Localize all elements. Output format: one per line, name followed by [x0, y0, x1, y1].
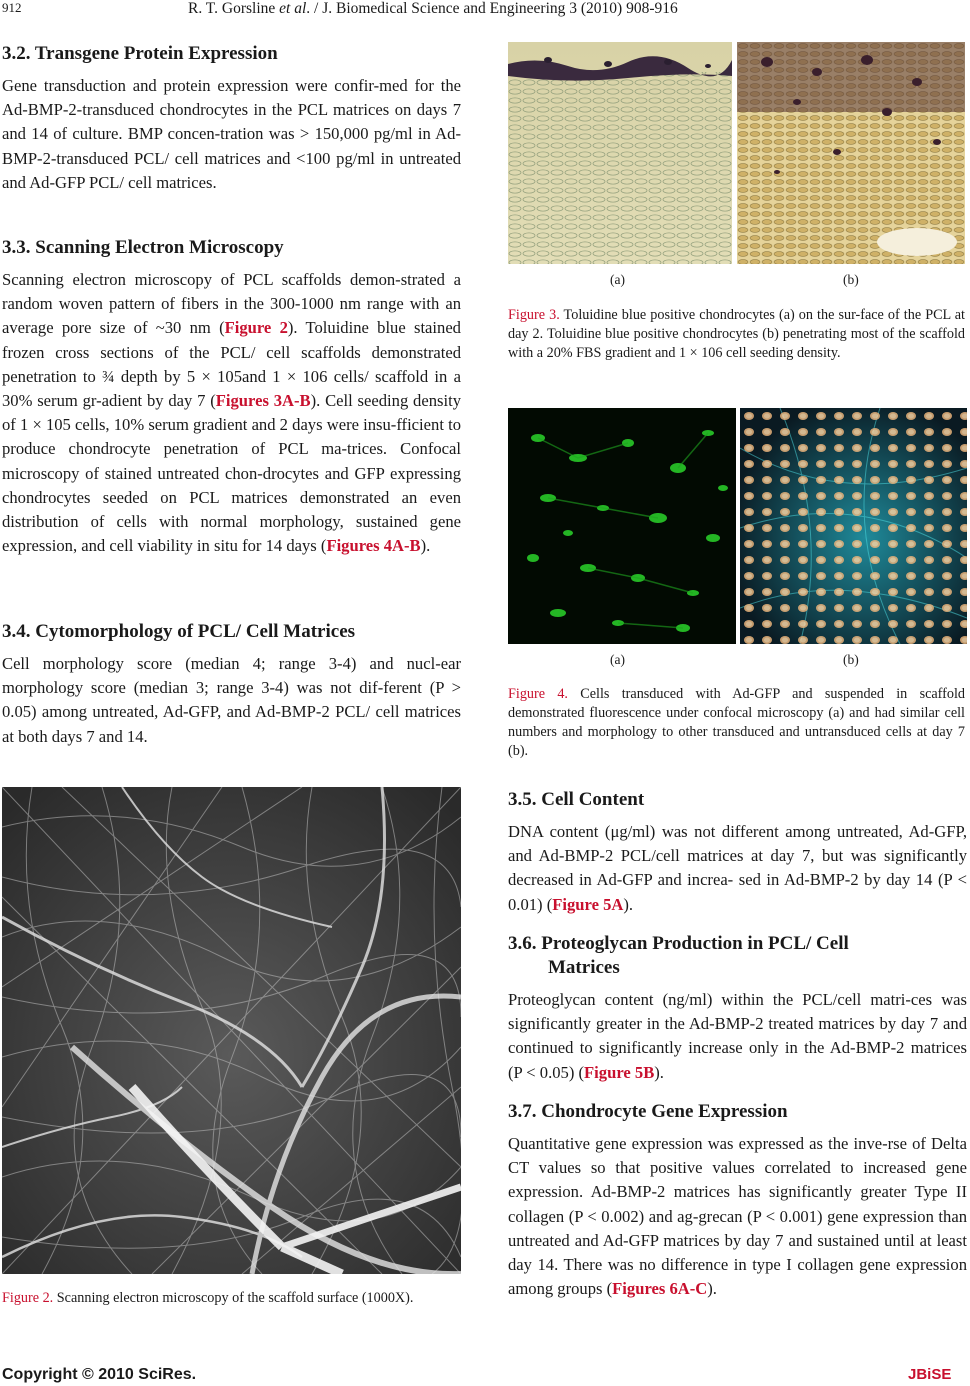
section-3-2 — [2, 42, 461, 195]
figures-3a-b-ref-link[interactable]: Figures 3A-B — [215, 391, 311, 411]
text-run: Proteoglycan content (ng/ml) within the PCL/cell matri-ces was significantly greater in the Ad-BMP-2 treated matrices by day 7 and continued to significantly increase only in the Ad-BMP-2 matrices (P < 0.05) ( — [508, 990, 967, 1082]
figure-4b-image — [740, 408, 967, 644]
figure-2-sem-image — [2, 787, 461, 1274]
section-3-5 — [508, 788, 967, 917]
text-run: Quantitative gene expression was expressed as the inve-rse of Delta CT values so that positive values correlated to increased gene expression. Ad-BMP-2 matrices has significantly greater Type II collagen (P < 0.002) and ag-grecan (P < 0.001) gene expression than untreated and Ad-GFP matrices by day 7 and sustained until at least day 14. There was no difference in type I collagen gene expression among groups ( — [508, 1134, 967, 1299]
figure-2-caption — [2, 1289, 461, 1308]
section-3-4-text: Cell morphology score (median 4; range 3-4) and nucl-ear morphology score (median 3; range 3-4) was not dif-ferent (P > 0.05) among untreated, Ad-GFP, and Ad-BMP-2 PCL/ cell matrices at both days 7 and 14. — [2, 654, 461, 746]
toluidine-blue-surface-texture — [508, 42, 732, 264]
section-3-5-text — [508, 820, 967, 917]
figure-4-caption — [508, 685, 965, 761]
figure-3a-sublabel: (a) — [610, 272, 625, 287]
section-3-3 — [2, 236, 461, 558]
figures-6a-c-ref-link[interactable]: Figures 6A-C — [612, 1279, 708, 1299]
figure-2-label: Figure 2. — [2, 1290, 54, 1306]
figure-3-label: Figure 3. — [508, 307, 560, 323]
header-journal: . / J. Biomedical Science and Engineering 3 (2010) 908-916 — [306, 0, 678, 17]
figure-3-caption — [508, 306, 965, 363]
figure-4a-image — [508, 408, 736, 644]
section-3-7-text — [508, 1132, 967, 1301]
page-number: 912 — [2, 0, 22, 15]
figure-3a-image — [508, 42, 732, 264]
figure-5b-ref-link[interactable]: Figure 5B — [584, 1062, 655, 1082]
confocal-stained-texture — [740, 408, 967, 644]
section-3-4-title: 3.4. Cytomorphology of PCL/ Cell Matrices — [2, 621, 356, 642]
text-run: ). — [420, 536, 431, 556]
section-3-6-text — [508, 988, 967, 1085]
toluidine-blue-penetration-texture — [737, 42, 965, 264]
text-run: ). Toluidine blue stained frozen cross sections of the PCL/ cell scaffolds demonstrated penetration to ¾ depth by 5 × 105and 1 × 106 cells/ scaffold in a 30% serum gr-adient by day 7 ( — [2, 318, 461, 411]
title-line: 3.6. Proteoglycan Production in PCL/ Cell — [508, 933, 849, 954]
title-line: Matrices — [548, 957, 620, 978]
caption-text: Toluidine blue positive chondrocytes (a) on the sur-face of the PCL at day 2. Toluidine blue positive chondrocytes (b) penetrating most of the scaffold with a 20% FBS gradient and 1 × 106 cell seeding density. — [508, 307, 965, 361]
figure-4b-sublabel: (b) — [843, 652, 859, 667]
caption-text: Cells transduced with Ad-GFP and suspended in scaffold demonstrated fluorescence under confocal microscopy (a) and had similar cell numbers and morphology to other transduced and untransduced cells at day 7 (b). — [508, 686, 966, 759]
sem-fiber-texture — [2, 787, 461, 1274]
figures-4a-b-ref-link[interactable]: Figures 4A-B — [326, 536, 421, 556]
figure-5a-ref-link[interactable]: Figure 5A — [552, 894, 624, 914]
caption-text: Scanning electron microscopy of the scaffold surface (1000X). — [53, 1290, 414, 1306]
gfp-fluorescence-texture — [508, 408, 736, 644]
text-run: ). Cell seeding density of 1 × 105 cells, 10% serum gradient and 2 days were insu-fficient to produce chondrocyte penetration of PCL ma-trices. Confocal microscopy of stained untreated chon-drocytes and GFP expressing chondrocytes seeded on PCL matrices demonstrated an even distribution of cells with normal morphology, sustained gene expression, and cell viability in situ for 14 days ( — [2, 391, 461, 556]
journal-abbreviation: JBiSE — [908, 1366, 952, 1383]
figure-3b-sublabel: (b) — [843, 272, 859, 287]
text-run: ). — [623, 894, 634, 914]
header-et-al: et al — [279, 0, 307, 17]
text-run: DNA content (μg/ml) was not different among untreated, Ad-GFP, and Ad-BMP-2 PCL/cell matrices at day 7, but was significantly decreased in Ad-GFP and increa- sed in Ad-BMP-2 by day 14 (P < 0.01) ( — [508, 822, 967, 914]
running-header — [188, 0, 678, 18]
section-3-3-text — [2, 268, 461, 558]
section-3-3-title: 3.3. Scanning Electron Microscopy — [2, 237, 284, 258]
copyright-footer: Copyright © 2010 SciRes. — [2, 1366, 197, 1383]
figure-2-ref-link[interactable]: Figure 2 — [224, 318, 288, 338]
text-run: Scanning electron microscopy of PCL scaffolds demon-strated a random woven pattern of fibers in the 300-1000 nm range with an average pore size of ~30 nm ( — [2, 270, 461, 338]
section-3-4 — [2, 620, 461, 749]
figure-4-label: Figure 4. — [508, 686, 568, 702]
section-3-2-text: Gene transduction and protein expression were confir-med for the Ad-BMP-2-transduced chondrocytes in the PCL matrices on days 7 and 14 of culture. BMP concen-tration was > 150,000 pg/ml in Ad-BMP-2-transduced PCL/ cell matrices and <100 pg/ml in untreated and Ad-GFP PCL/ cell matrices. — [2, 76, 461, 192]
text-run: ). — [654, 1062, 664, 1082]
figure-4a-sublabel: (a) — [610, 652, 625, 667]
section-3-2-title: 3.2. Transgene Protein Expression — [2, 43, 278, 64]
section-3-5-title: 3.5. Cell Content — [508, 789, 645, 810]
header-authors: R. T. Gorsline — [188, 0, 280, 17]
text-run: ). — [707, 1279, 717, 1299]
figure-3b-image — [737, 42, 965, 264]
section-3-6 — [508, 932, 967, 1085]
section-3-7 — [508, 1100, 967, 1301]
section-3-7-title: 3.7. Chondrocyte Gene Expression — [508, 1101, 788, 1122]
section-3-6-title — [508, 932, 967, 980]
